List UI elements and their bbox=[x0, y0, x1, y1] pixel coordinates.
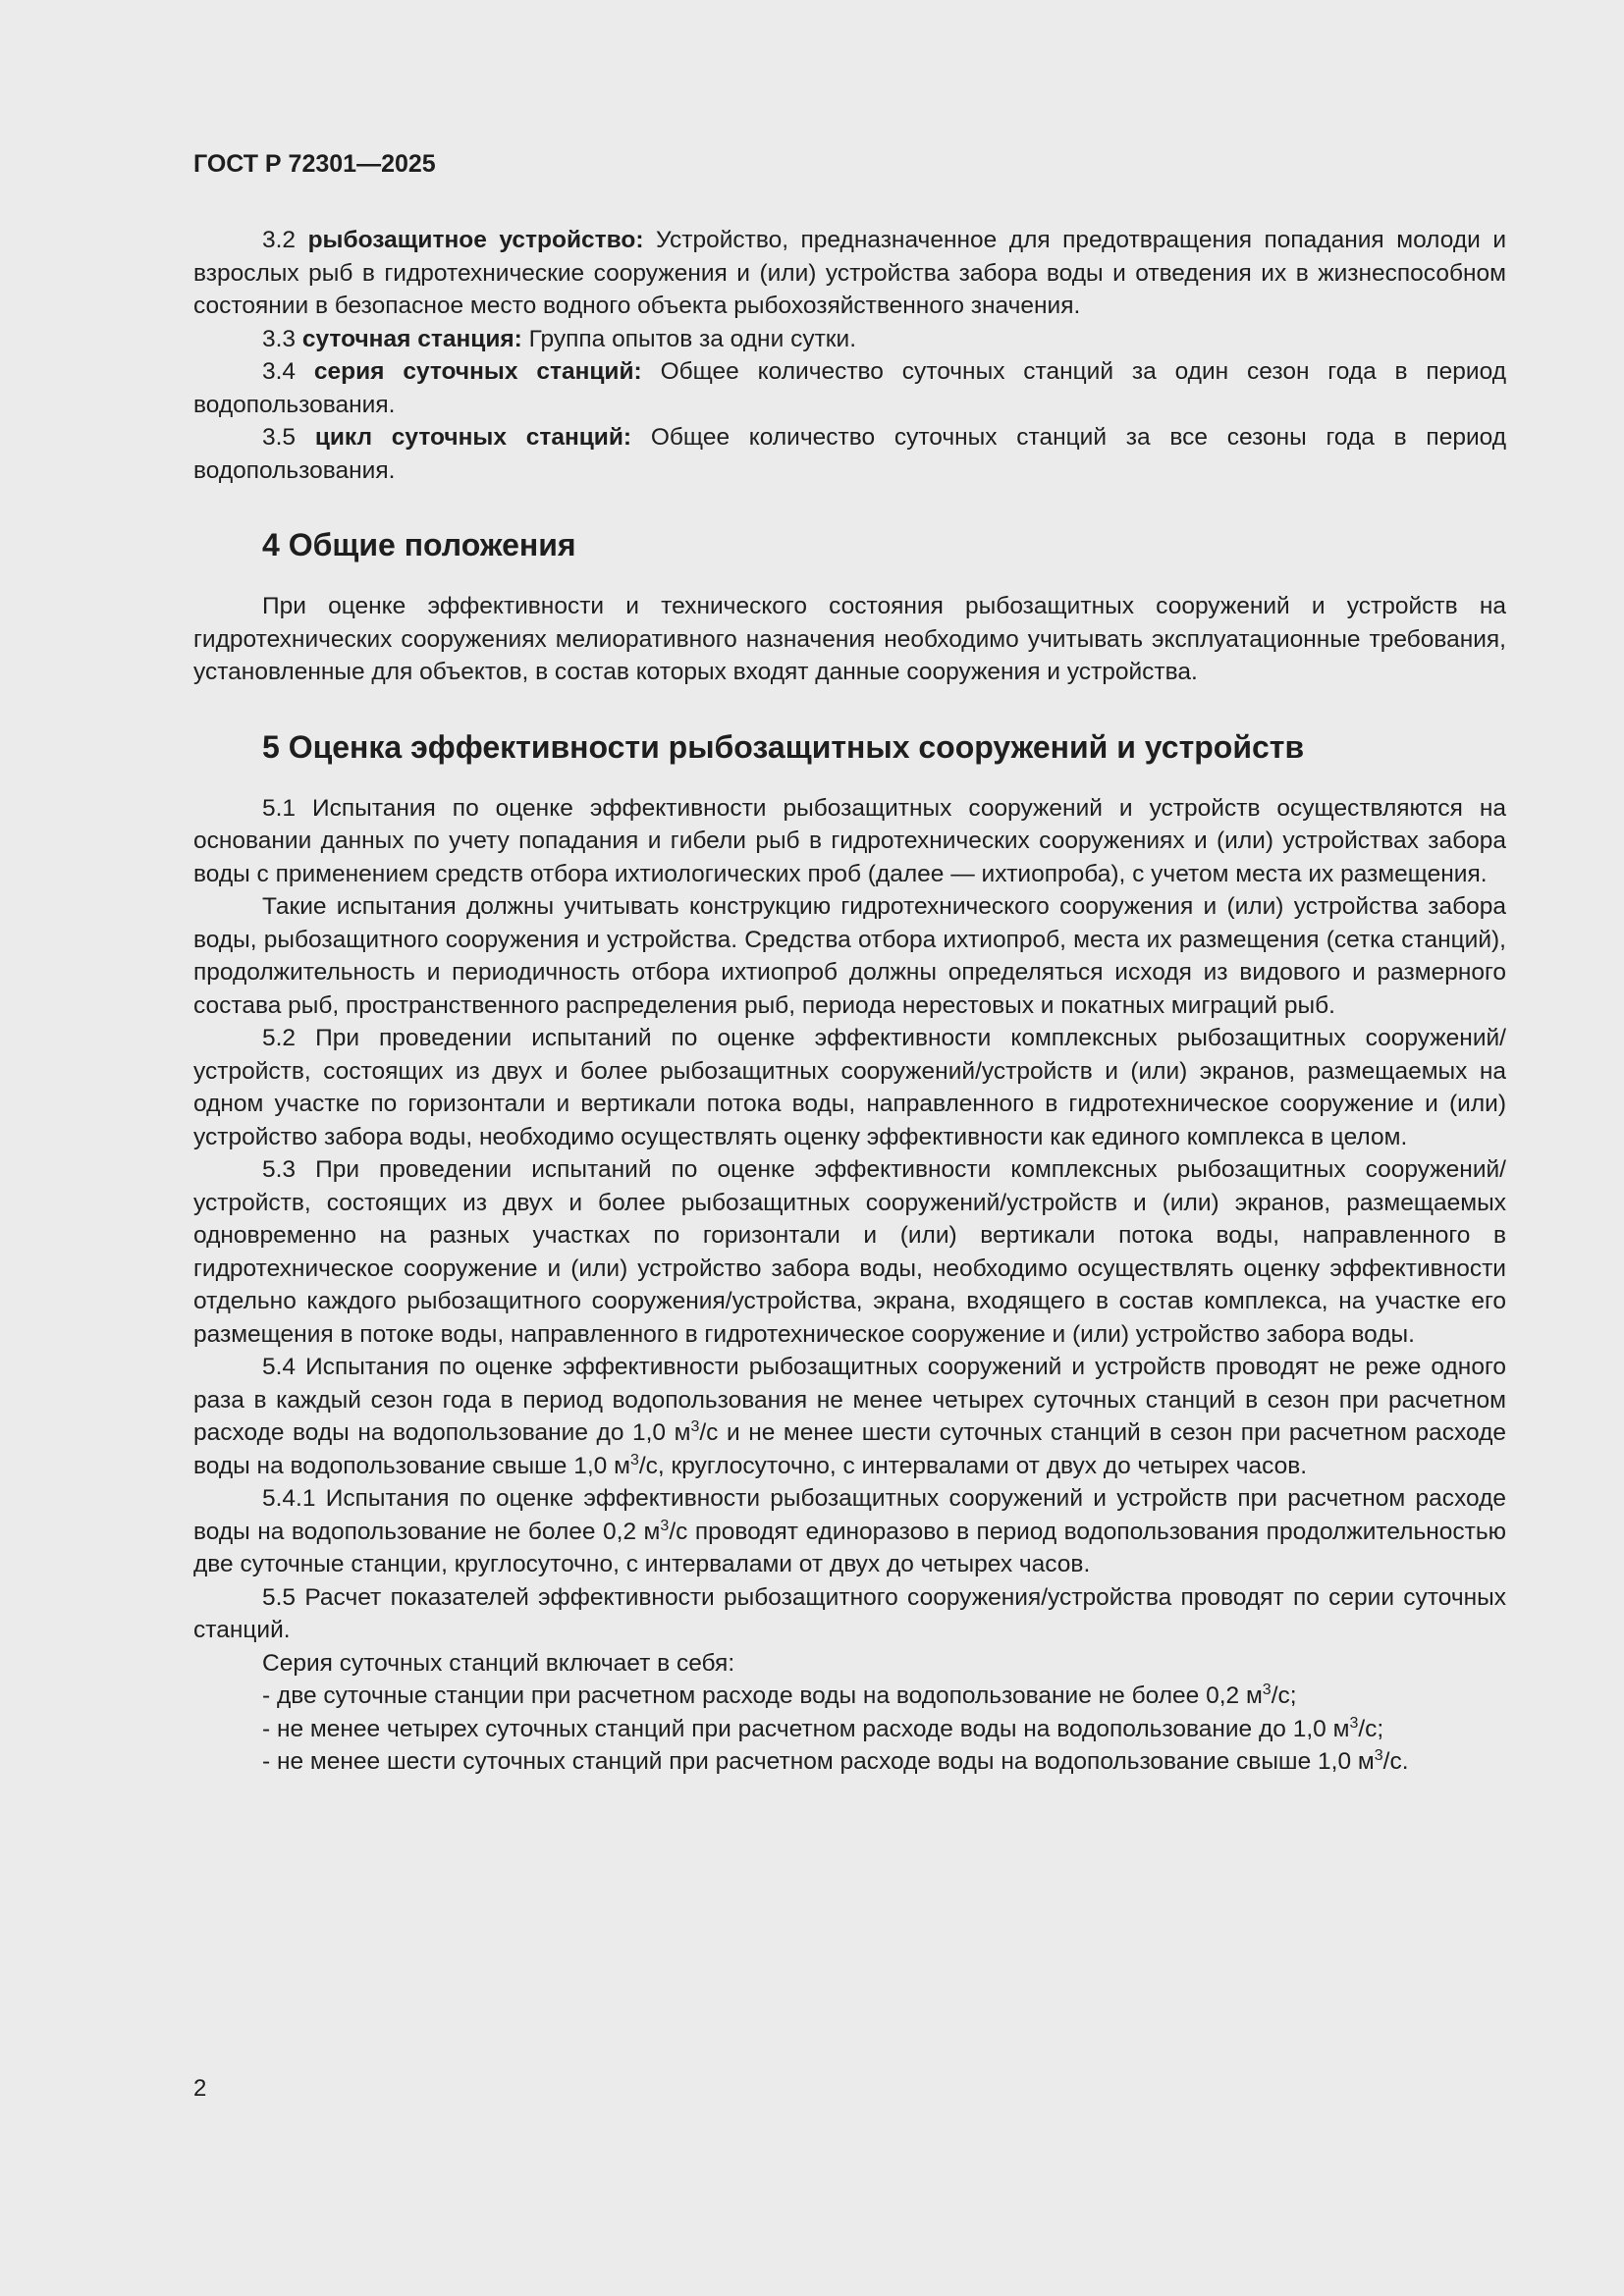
term-number: 3.4 bbox=[262, 358, 297, 385]
section-4-heading: 4 Общие положения bbox=[262, 527, 576, 562]
list-item bbox=[193, 1745, 1506, 1779]
term-number: 3.2 bbox=[262, 227, 297, 253]
clause-5-2: 5.2 При проведении испытаний по оценке эффективности комплексных рыбозащитных сооружений/устройств, состоящих из двух и более рыбозащитных сооружений/устройств и (или) экранов, размещаемых на одном участке по горизонтали и вертикали потока воды, направленного в гидротехническое сооружение и (или) устройство забора воды, необходимо осуществлять оценку эффективности как единого комплекса в целом. bbox=[193, 1025, 1506, 1150]
term-number: 3.5 bbox=[262, 424, 297, 451]
term-definition: Группа опытов за одни сутки. bbox=[528, 325, 857, 352]
list-item-text: /с. bbox=[1382, 1748, 1409, 1775]
clause-text: /с и не менее шести суточных станций в сезон при расчетном расходе воды на водопользование свыше 1,0 м bbox=[193, 1419, 1506, 1479]
clause-5-1-continued: Такие испытания должны учитывать конструкцию гидротехнического сооружения и (или) устройства забора воды, рыбозащитного сооружения и устройства. Средства отбора ихтиопроб, места их размещения (сетка станций), продолжительность и периодичность отбора ихтиопроб должны определяться исходя из видового и размерного состава рыб, пространственного распределения рыб, периода нерестовых и покатных миграций рыб. bbox=[193, 893, 1506, 1019]
term-3-3 bbox=[193, 323, 1506, 356]
section-4-paragraph: При оценке эффективности и технического состояния рыбозащитных сооружений и устройств на гидротехнических сооружениях мелиоративного назначения необходимо учитывать эксплуатационные требования, установленные для объектов, в состав которых входят данные сооружения и устройства. bbox=[193, 593, 1506, 685]
list-item-text: - не менее шести суточных станций при расчетном расходе воды на водопользование свыше 1,0 м bbox=[262, 1748, 1375, 1775]
clause-5-3: 5.3 При проведении испытаний по оценке эффективности комплексных рыбозащитных сооружений/устройств, состоящих из двух и более рыбозащитных сооружений/устройств и (или) экранов, размещаемых одновременно на разных участках по горизонтали и (или) вертикали потока воды, направленного в гидротехническое сооружение и (или) устройство забора воды, необходимо осуществлять оценку эффективности отдельно каждого рыбозащитного сооружения/устройства, экрана, входящего в состав комплекса, на участке его размещения в потоке воды, направленного в гидротехническое сооружение и (или) устройство забора воды. bbox=[193, 1156, 1506, 1348]
superscript: 3 bbox=[660, 1517, 670, 1534]
list-item bbox=[193, 1713, 1506, 1746]
term-definition: Устройство, предназначенное для предотвращения попадания молоди и взрослых рыб в гидротехнические сооружения и (или) устройства забора воды и отведения их в жизнеспособном состоянии в безопасное место водного объекта рыбохозяйственного значения. bbox=[193, 227, 1507, 319]
superscript: 3 bbox=[629, 1451, 639, 1468]
clause-text: 5.4 Испытания по оценке эффективности рыбозащитных сооружений и устройств проводят не реже одного раза в каждый сезон года в период водопользования не менее четырех суточных станций в сезон при расчетном расходе воды на водопользование до 1,0 м bbox=[193, 1354, 1506, 1446]
document-body bbox=[193, 224, 1506, 1779]
clause-5-5: 5.5 Расчет показателей эффективности рыбозащитного сооружения/устройства проводят по серии суточных станций. bbox=[193, 1583, 1506, 1643]
term-name: рыбозащитное устройство: bbox=[307, 227, 644, 253]
list-item-text: - две суточные станции при расчетном расходе воды на водопользование не более 0,2 м bbox=[262, 1682, 1263, 1709]
term-name: цикл суточных станций: bbox=[314, 424, 632, 451]
superscript: 3 bbox=[1262, 1682, 1272, 1698]
clause-text: /с, круглосуточно, с интервалами от двух до четырех часов. bbox=[638, 1452, 1308, 1479]
list-item-text: /с; bbox=[1358, 1715, 1384, 1742]
term-3-2 bbox=[193, 224, 1506, 323]
term-name: серия суточных станций: bbox=[313, 358, 642, 385]
clause-text: 5.4.1 Испытания по оценке эффективности рыбозащитных сооружений и устройств при расчетном расходе воды на водопользование не более 0,2 м bbox=[193, 1485, 1506, 1545]
term-definition: Общее количество суточных станций за один сезон года в период водопользования. bbox=[193, 358, 1507, 418]
superscript: 3 bbox=[1374, 1747, 1383, 1764]
clause-5-1: 5.1 Испытания по оценке эффективности рыбозащитных сооружений и устройств осуществляются на основании данных по учету попадания и гибели рыб в гидротехнических сооружениях и (или) устройствах забора воды с применением средств отбора ихтиологических проб (далее — ихтиопроба), с учетом места их размещения. bbox=[193, 794, 1506, 887]
superscript: 3 bbox=[1349, 1714, 1359, 1732]
list-item-text: - не менее четырех суточных станций при расчетном расходе воды на водопользование до 1,0 м bbox=[262, 1715, 1350, 1742]
clause-5-5-intro: Серия суточных станций включает в себя: bbox=[262, 1649, 735, 1677]
section-5-heading: 5 Оценка эффективности рыбозащитных сооружений и устройств bbox=[262, 728, 1305, 765]
document-code: ГОСТ Р 72301—2025 bbox=[193, 150, 436, 178]
list-item bbox=[193, 1680, 1506, 1713]
clause-5-4 bbox=[193, 1351, 1506, 1482]
superscript: 3 bbox=[690, 1418, 700, 1435]
list-item-text: /с; bbox=[1271, 1682, 1297, 1709]
clause-5-4-1 bbox=[193, 1482, 1506, 1581]
term-3-5 bbox=[193, 421, 1506, 487]
term-name: суточная станция: bbox=[301, 325, 522, 352]
page-number: 2 bbox=[193, 2075, 207, 2102]
term-3-4 bbox=[193, 355, 1506, 421]
term-definition: Общее количество суточных станций за все сезоны года в период водопользования. bbox=[193, 424, 1507, 484]
clause-text: /с проводят единоразово в период водопользования продолжительностью две суточные станции, круглосуточно, с интервалами от двух до четырех часов. bbox=[193, 1518, 1506, 1577]
term-number: 3.3 bbox=[262, 325, 297, 352]
